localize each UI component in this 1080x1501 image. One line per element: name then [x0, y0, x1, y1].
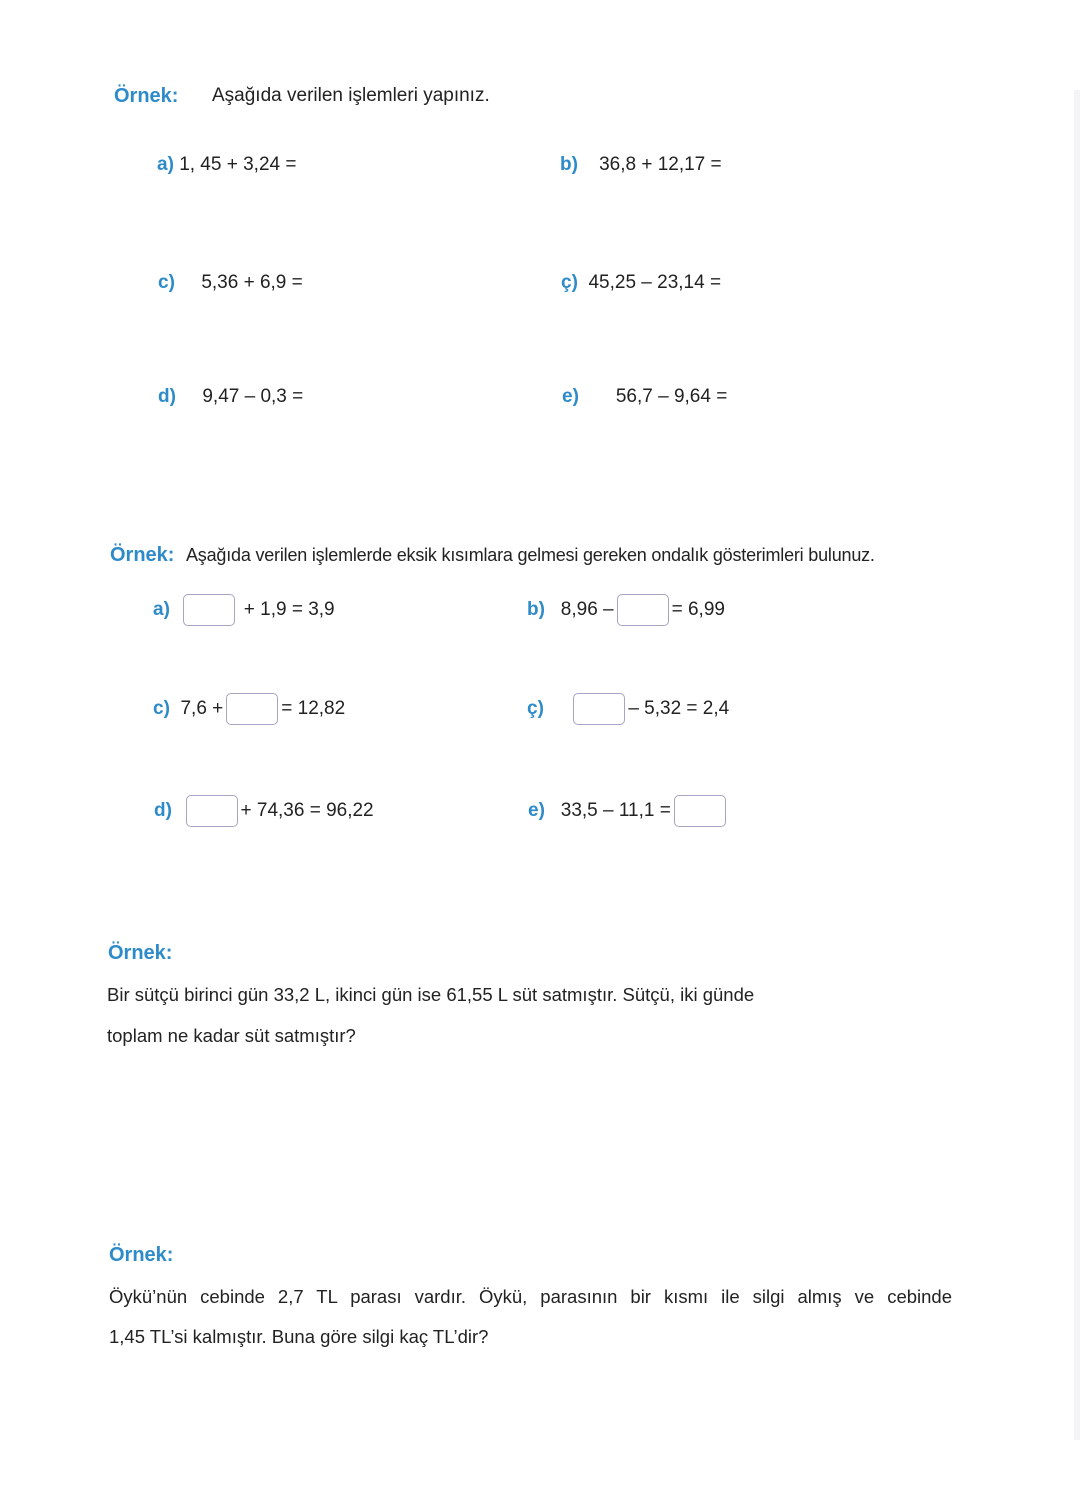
problem-label: ç)	[527, 698, 544, 720]
answer-box[interactable]	[573, 693, 625, 725]
fill-problem-d	[154, 795, 374, 827]
problem-expression: = 12,82	[281, 698, 346, 720]
problem-expression: 8,96 –	[560, 599, 614, 621]
problem-c	[158, 272, 303, 294]
problem-expression: 45,25 – 23,14 =	[588, 272, 722, 293]
word-problem-line: Bir sütçü birinci gün 33,2 L, ikinci gün ise 61,55 L süt satmıştır. Sütçü, iki günde	[107, 984, 755, 1005]
example-heading: Örnek:	[109, 1244, 174, 1266]
problem-expression: 9,47 – 0,3 =	[202, 386, 304, 407]
problem-label: c)	[158, 272, 175, 293]
word-problem-line: 1,45 TL’si kalmıştır. Buna göre silgi kaç TL’dir?	[109, 1326, 489, 1347]
problem-label: e)	[528, 800, 545, 822]
example-heading: Örnek:	[110, 544, 175, 566]
problem-d	[158, 386, 303, 408]
problem-expression: 36,8 + 12,17 =	[599, 154, 722, 175]
problem-label: d)	[154, 800, 172, 822]
fill-problem-c	[153, 693, 345, 725]
problem-expression: + 74,36 = 96,22	[240, 800, 374, 822]
problem-label: a)	[153, 599, 170, 621]
answer-box[interactable]	[226, 693, 278, 725]
problem-a	[157, 154, 296, 176]
fill-problem-e	[528, 795, 729, 827]
problem-label: ç)	[561, 272, 578, 293]
word-problem-line: Öykü’nün cebinde 2,7 TL parası vardır. Öykü, parasının bir kısmı ile silgi almış ve cebinde	[109, 1286, 952, 1307]
example-heading: Örnek:	[108, 942, 173, 964]
problem-expression: 1, 45 + 3,24 =	[179, 154, 297, 175]
problem-label: b)	[560, 154, 578, 175]
fill-problem-a	[153, 594, 335, 626]
problem-expression: = 6,99	[671, 599, 725, 621]
problem-expression: 7,6 +	[180, 698, 224, 720]
problem-label: a)	[157, 154, 174, 175]
problem-expression: 33,5 – 11,1 =	[560, 800, 671, 822]
problem-c-cedilla	[561, 272, 721, 294]
example-instruction: Aşağıda verilen işlemlerde eksik kısımlara gelmesi gereken ondalık gösterimleri bulunuz.	[186, 545, 875, 565]
word-problem-line: toplam ne kadar süt satmıştır?	[107, 1025, 356, 1046]
problem-label: e)	[562, 386, 579, 407]
fill-problem-b	[527, 594, 725, 626]
answer-box[interactable]	[674, 795, 726, 827]
problem-expression: – 5,32 = 2,4	[628, 698, 730, 720]
example-heading: Örnek:	[114, 85, 179, 107]
example-instruction: Aşağıda verilen işlemleri yapınız.	[212, 85, 490, 106]
problem-expression: + 1,9 = 3,9	[243, 599, 335, 621]
fill-problem-c-cedilla	[527, 693, 729, 725]
answer-box[interactable]	[617, 594, 669, 626]
problem-expression: 56,7 – 9,64 =	[615, 386, 728, 407]
problem-label: b)	[527, 599, 545, 621]
problem-label: c)	[153, 698, 170, 720]
page-edge	[1074, 90, 1080, 1440]
problem-expression: 5,36 + 6,9 =	[201, 272, 303, 293]
answer-box[interactable]	[186, 795, 238, 827]
problem-b	[560, 154, 722, 176]
answer-box[interactable]	[183, 594, 235, 626]
problem-e	[562, 386, 727, 408]
problem-label: d)	[158, 386, 176, 407]
